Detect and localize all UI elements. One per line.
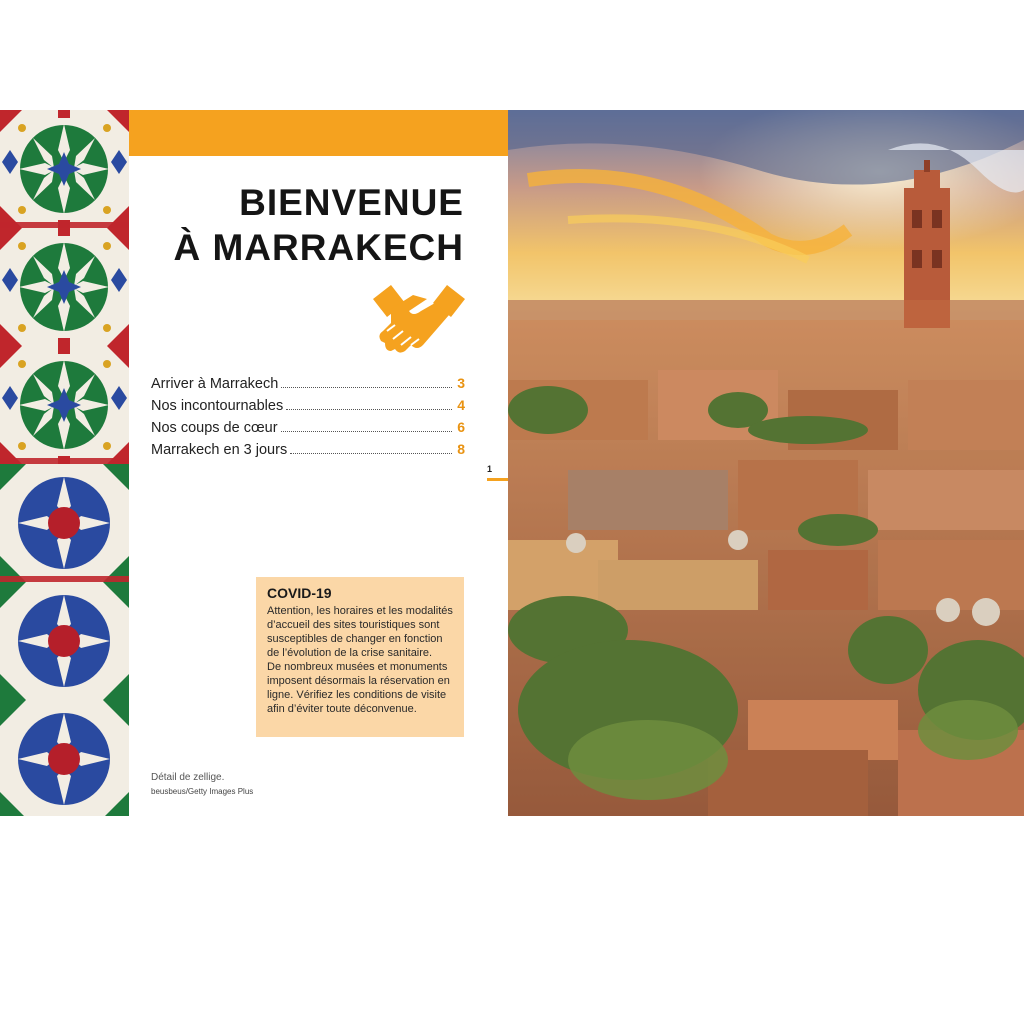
toc-label: Nos coups de cœur <box>151 420 278 436</box>
toc-page-number: 4 <box>457 397 465 413</box>
toc-page-number: 8 <box>457 441 465 457</box>
toc-item[interactable] <box>151 375 465 397</box>
caption-credit: beusbeus/Getty Images Plus <box>151 787 254 796</box>
covid-paragraph-1: Attention, les horaires et les modalités d’accueil des sites touristiques sont susceptibles de changer en fonction de l’évolution de la crise sanitaire. <box>267 605 453 659</box>
toc-label: Arriver à Marrakech <box>151 376 279 392</box>
toc-item[interactable] <box>151 441 465 463</box>
caption-text: Détail de zellige. <box>151 772 225 783</box>
toc-label: Marrakech en 3 jours <box>151 442 288 458</box>
toc-item[interactable] <box>151 397 465 419</box>
zellige-image <box>0 110 129 816</box>
covid-paragraph-2: De nombreux musées et monuments imposent désormais la réservation en ligne. Vérifiez les conditions de visite afin d’éviter toute déconvenue. <box>267 661 450 715</box>
page-title <box>173 180 464 270</box>
dot-leader <box>281 430 452 432</box>
table-of-contents <box>151 375 465 463</box>
page-number: 1 <box>487 464 493 474</box>
dot-leader <box>281 386 452 388</box>
dot-leader <box>290 452 452 454</box>
image-caption <box>151 771 253 799</box>
left-page <box>129 110 508 816</box>
toc-label: Nos incontournables <box>151 398 284 414</box>
marrakech-rooftops-photo <box>508 110 1024 816</box>
handshake-icon <box>373 285 465 359</box>
toc-page-number: 6 <box>457 419 465 435</box>
toc-page-number: 3 <box>457 375 465 391</box>
covid-heading: COVID-19 <box>267 585 332 601</box>
toc-item[interactable] <box>151 419 465 441</box>
covid-notice-box <box>256 577 464 737</box>
book-spread <box>0 110 1024 816</box>
title-line-1: BIENVENUE <box>239 182 464 223</box>
page-number-mark <box>487 478 508 481</box>
dot-leader <box>286 408 452 410</box>
title-line-2: À MARRAKECH <box>173 227 464 268</box>
accent-band <box>129 110 508 156</box>
